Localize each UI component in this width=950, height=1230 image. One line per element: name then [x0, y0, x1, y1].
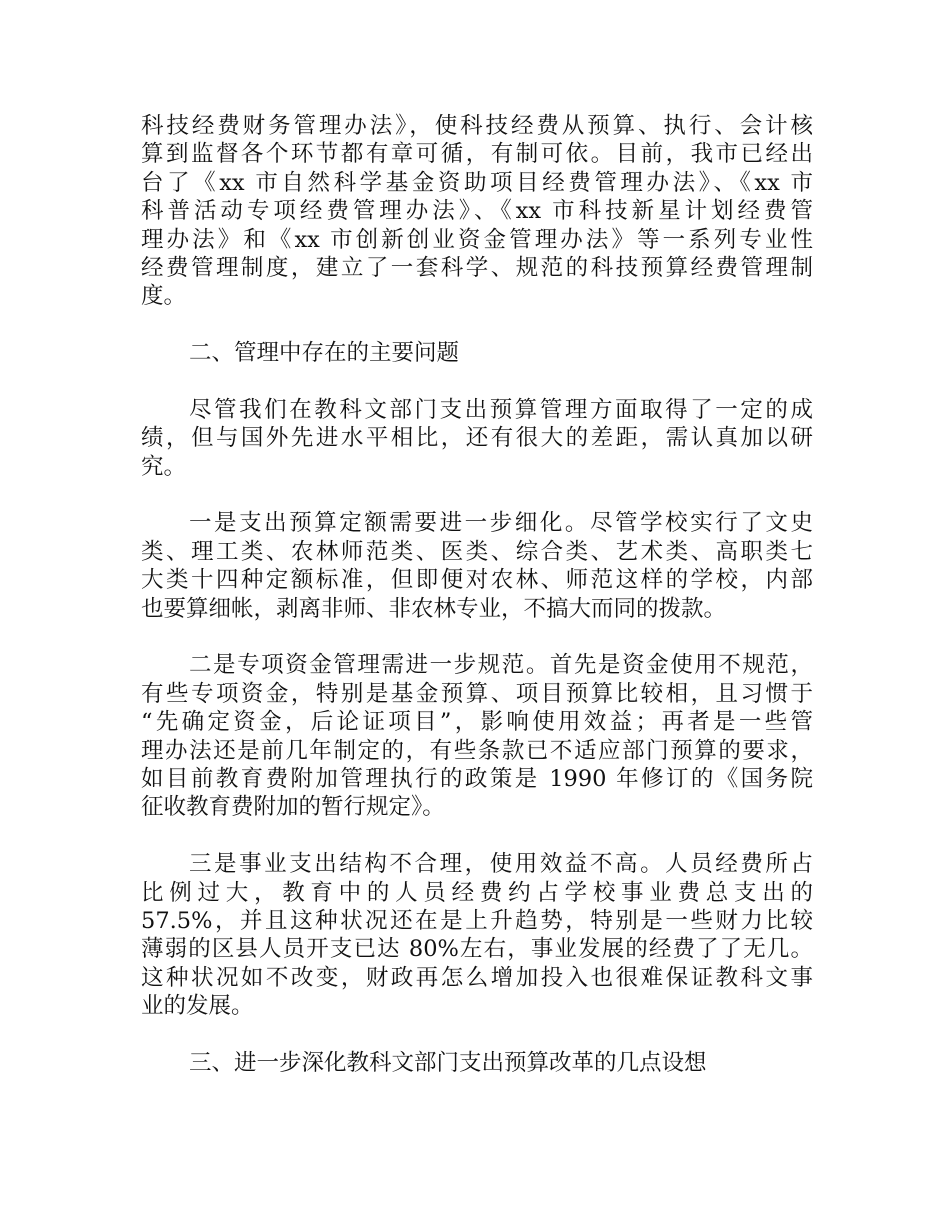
- paragraph-gap: [141, 311, 813, 339]
- paragraph-gap: [141, 368, 813, 396]
- text-line: “先确定资金，后论证项目”，影响使用效益；再者是一些管: [141, 709, 813, 736]
- paragraph-gap: [141, 481, 813, 509]
- text-line: 如目前教育费附加管理执行的政策是 1990 年修订的《国务院: [141, 765, 813, 792]
- text-line: 理办法》和《xx 市创新创业资金管理办法》等一系列专业性: [141, 226, 813, 253]
- text-line: 这种状况如不改变，财政再怎么增加投入也很难保证教科文事: [141, 964, 813, 991]
- text-line: 二、管理中存在的主要问题: [189, 340, 460, 367]
- text-line: 三是事业支出结构不合理，使用效益不高。人员经费所占: [189, 851, 813, 878]
- section-heading: [141, 339, 813, 367]
- text-line: 也要算细帐，剥离非师、非农林专业，不搞大而同的拨款。: [141, 595, 727, 622]
- text-line: 科技经费财务管理办法》，使科技经费从预算、执行、会计核: [141, 113, 813, 139]
- paragraph-gap: [141, 1021, 813, 1049]
- text-line: 有些专项资金，特别是基金预算、项目预算比较相，且习惯于: [141, 680, 813, 707]
- text-line: 台了《xx 市自然科学基金资助项目经费管理办法》、《xx 市: [141, 169, 813, 196]
- text-line: 算到监督各个环节都有章可循，有制可依。目前，我市已经出: [141, 141, 813, 168]
- paragraph-gap: [141, 822, 813, 850]
- text-line: 度。: [141, 283, 187, 310]
- text-line: 类、理工类、农林师范类、医类、综合类、艺术类、高职类七: [141, 538, 813, 565]
- paragraph: [141, 112, 813, 311]
- text-line: 科普活动专项经费管理办法》、《xx 市科技新星计划经费管: [141, 198, 813, 225]
- text-line: 究。: [141, 453, 187, 480]
- section-heading: [141, 1049, 813, 1077]
- text-line: 三、进一步深化教科文部门支出预算改革的几点设想: [189, 1049, 707, 1076]
- text-line: 一是支出预算定额需要进一步细化。尽管学校实行了文史: [189, 510, 813, 537]
- text-line: 薄弱的区县人员开支已达 80%左右，事业发展的经费了了无几。: [141, 936, 813, 963]
- text-line: 业的发展。: [141, 993, 254, 1020]
- text-line: 理办法还是前几年制定的，有些条款已不适应部门预算的要求，: [141, 737, 813, 764]
- text-line: 征收教育费附加的暂行规定》。: [141, 794, 445, 821]
- paragraph: [141, 509, 813, 623]
- paragraph: [141, 651, 813, 821]
- text-line: 经费管理制度，建立了一套科学、规范的科技预算经费管理制: [141, 254, 813, 281]
- text-line: 绩，但与国外先进水平相比，还有很大的差距，需认真加以研: [141, 425, 813, 452]
- paragraph-gap: [141, 623, 813, 651]
- paragraph: [141, 396, 813, 481]
- text-line: 二是专项资金管理需进一步规范。首先是资金使用不规范，: [189, 652, 813, 679]
- text-line: 57.5%，并且这种状况还在是上升趋势，特别是一些财力比较: [141, 907, 813, 934]
- document-page: [141, 112, 813, 1077]
- text-line: 尽管我们在教科文部门支出预算管理方面取得了一定的成: [189, 396, 813, 423]
- text-line: 比例过大，教育中的人员经费约占学校事业费总支出的: [141, 879, 813, 906]
- paragraph: [141, 850, 813, 1020]
- text-line: 大类十四种定额标准，但即便对农林、师范这样的学校，内部: [141, 567, 813, 594]
